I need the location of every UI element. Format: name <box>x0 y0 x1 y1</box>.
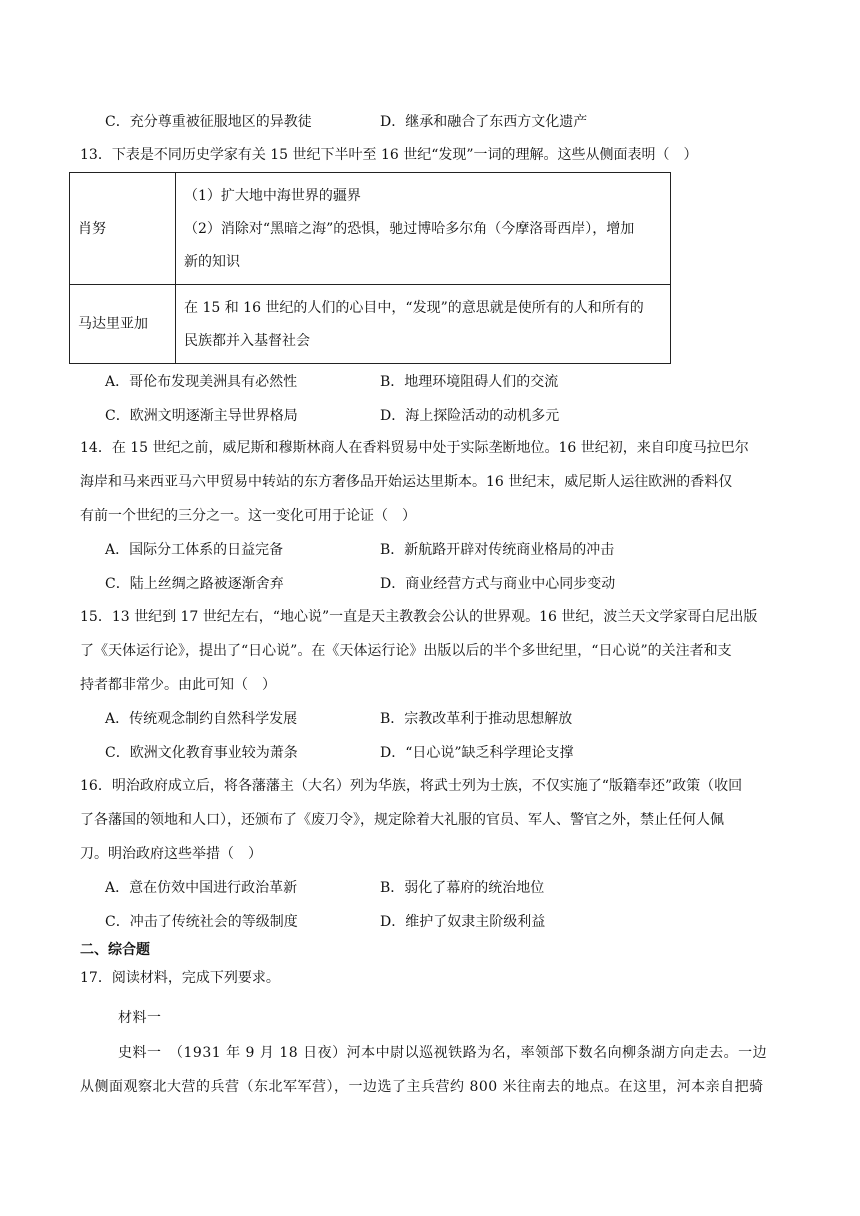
q13-option-c: C．欧洲文明逐渐主导世界格局 <box>105 408 298 424</box>
q13-option-d: D．海上探险活动的动机多元 <box>380 408 560 424</box>
table-row <box>70 173 671 285</box>
q14-option-c: C．陆上丝绸之路被逐渐舍弃 <box>105 576 284 592</box>
material-line: 从侧面观察北大营的兵营（东北军军营），一边选了主兵营约 800 米往南去的地点。在这里，河本亲自把骑 <box>80 1079 764 1095</box>
section-heading: 二、综合题 <box>80 942 150 958</box>
q14-option-a: A．国际分工体系的日益完备 <box>105 542 284 558</box>
desc-line: 民族都并入基督社会 <box>184 332 310 349</box>
q16-stem-line: 16．明治政府成立后，将各藩藩主（大名）列为华族，将武士列为士族，不仅实施了“版籍奉还”政策（收回 <box>80 778 743 794</box>
q15-stem-line: 15．13 世纪到 17 世纪左右，“地心说”一直是天主教教会公认的世界观。16 世纪，波兰天文学家哥白尼出版 <box>80 609 758 625</box>
table-cell-name: 马达里亚加 <box>70 285 176 364</box>
q14-stem-line: 海岸和马来西亚马六甲贸易中转站的东方奢侈品开始运达里斯本。16 世纪末，威尼斯人运往欧洲的香料仅 <box>80 474 733 490</box>
q14-option-b: B．新航路开辟对传统商业格局的冲击 <box>380 542 615 558</box>
q17-stem: 17．阅读材料，完成下列要求。 <box>80 970 280 986</box>
q14-option-d: D．商业经营方式与商业中心同步变动 <box>380 576 616 592</box>
q13-option-b: B．地理环境阻碍人们的交流 <box>380 374 559 390</box>
material-line: 史料一 （1931 年 9 月 18 日夜）河本中尉以巡视铁路为名，率领部下数名向柳条湖方向走去。一边 <box>118 1045 768 1061</box>
q14-stem-line: 有前一个世纪的三分之一。这一变化可用于论证（ ） <box>80 508 416 524</box>
q14-stem-line: 14．在 15 世纪之前，威尼斯和穆斯林商人在香料贸易中处于实际垄断地位。16 世纪初，来自印度马拉巴尔 <box>80 440 749 456</box>
desc-line: （1）扩大地中海世界的疆界 <box>184 187 361 204</box>
q15-option-b: B．宗教改革利于推动思想解放 <box>380 711 573 727</box>
q16-option-b: B．弱化了幕府的统治地位 <box>380 880 545 896</box>
table-cell-desc <box>176 285 671 364</box>
q13-option-a: A．哥伦布发现美洲具有必然性 <box>105 374 298 390</box>
q15-stem-line: 了《天体运行论》，提出了“日心说”。在《天体运行论》出版以后的半个多世纪里，“日心说”的关注者和支 <box>80 643 732 659</box>
q15-option-d: D．“日心说”缺乏科学理论支撑 <box>380 745 574 761</box>
desc-line: （2）消除对“黑暗之海”的恐惧，驰过博哈多尔角（今摩洛哥西岸），增加 <box>184 220 635 237</box>
q16-option-d: D．维护了奴隶主阶级利益 <box>380 914 546 930</box>
q15-stem-line: 持者都非常少。由此可知（ ） <box>80 677 276 693</box>
q13-table <box>69 172 671 364</box>
q16-option-c: C．冲击了传统社会的等级制度 <box>105 914 298 930</box>
table-row <box>70 285 671 364</box>
desc-line: 新的知识 <box>184 253 240 270</box>
table-cell-desc <box>176 173 671 285</box>
q16-option-a: A．意在仿效中国进行政治革新 <box>105 880 298 896</box>
q16-stem-line: 刀。明治政府这些举措（ ） <box>80 846 262 862</box>
q16-stem-line: 了各藩国的领地和人口），还颁布了《废刀令》，规定除着大礼服的官员、军人、警官之外，禁止任何人佩 <box>80 812 724 828</box>
q15-option-a: A．传统观念制约自然科学发展 <box>105 711 298 727</box>
q15-option-c: C．欧洲文化教育事业较为萧条 <box>105 745 298 761</box>
material-label: 材料一 <box>118 1010 162 1026</box>
desc-line: 在 15 和 16 世纪的人们的心目中，“发现”的意思就是使所有的人和所有的 <box>184 299 644 316</box>
q12-option-d: D．继承和融合了东西方文化遗产 <box>380 114 588 130</box>
q12-option-c: C．充分尊重被征服地区的异教徒 <box>105 114 312 130</box>
table-cell-name: 肖努 <box>70 173 176 285</box>
q13-stem: 13．下表是不同历史学家有关 15 世纪下半叶至 16 世纪“发现”一词的理解。这些从侧面表明（ ） <box>80 147 698 163</box>
